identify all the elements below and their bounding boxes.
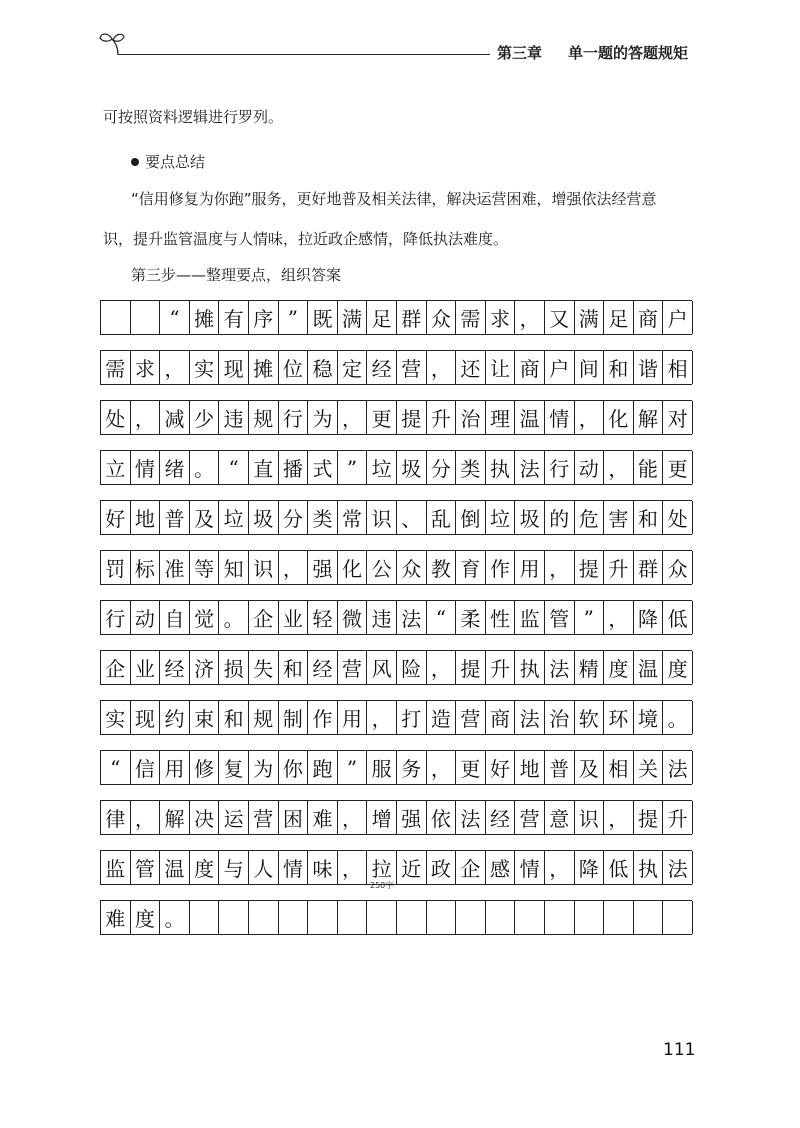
grid-cell: 群 [634, 551, 664, 584]
grid-cell: 的 [545, 501, 575, 534]
grid-cell: ， [338, 851, 368, 884]
grid-cell: 业 [131, 651, 161, 684]
grid-cell: 害 [604, 501, 634, 534]
grid-cell [486, 901, 516, 934]
grid-cell: 柔 [456, 601, 486, 634]
grid-cell [575, 901, 605, 934]
grid-cell: 又 [545, 301, 575, 334]
grid-cell: 觉 [190, 601, 220, 634]
grid-cell: 需 [456, 301, 486, 334]
grid-cell: 服 [367, 751, 397, 784]
grid-cell: 升 [427, 401, 457, 434]
grid-cell: 人 [249, 851, 279, 884]
grid-cell: 降 [575, 851, 605, 884]
grid-cell [338, 901, 368, 934]
grid-cell [279, 901, 309, 934]
grid-cell: ， [604, 801, 634, 834]
grid-cell: ” [338, 751, 368, 784]
grid-cell: 低 [663, 601, 693, 634]
grid-cell: 复 [219, 751, 249, 784]
grid-cell: 温 [634, 651, 664, 684]
grid-cell: ， [160, 351, 190, 384]
grid-cell: 知 [219, 551, 249, 584]
grid-cell: 风 [367, 651, 397, 684]
grid-cell: 你 [279, 751, 309, 784]
grid-cell: 情 [515, 851, 545, 884]
body-text-line: 可按照资料逻辑进行罗列。 [103, 108, 284, 126]
grid-cell: 垃 [486, 501, 516, 534]
grid-cell: “ [101, 751, 131, 784]
grid-cell: 播 [279, 451, 309, 484]
grid-cell: 法 [663, 751, 693, 784]
grid-cell: 情 [131, 451, 161, 484]
grid-cell: ， [131, 801, 161, 834]
grid-cell: 准 [160, 551, 190, 584]
grid-cell: 地 [131, 501, 161, 534]
grid-cell: 普 [545, 751, 575, 784]
grid-cell: 解 [634, 401, 664, 434]
grid-cell: 营 [397, 351, 427, 384]
grid-cell: ， [367, 701, 397, 734]
grid-cell: 性 [486, 601, 516, 634]
bullet-icon [131, 158, 139, 166]
grid-cell: 营 [456, 701, 486, 734]
grid-cell: 行 [545, 451, 575, 484]
summary-heading [131, 151, 205, 172]
grid-cell: 圾 [249, 501, 279, 534]
grid-cell: 及 [190, 501, 220, 534]
grid-cell: 自 [160, 601, 190, 634]
grid-cell: 提 [397, 401, 427, 434]
grid-cell: 相 [604, 751, 634, 784]
grid-cell: 味 [308, 851, 338, 884]
grid-cell: 近 [397, 851, 427, 884]
chapter-label: 第三章 [497, 44, 543, 62]
grid-cell: 常 [338, 501, 368, 534]
grid-cell: 和 [634, 501, 664, 534]
grid-cell: 法 [456, 801, 486, 834]
grid-cell: 圾 [397, 451, 427, 484]
grid-cell: 化 [604, 401, 634, 434]
grid-cell: 意 [545, 801, 575, 834]
grid-cell: 与 [219, 851, 249, 884]
grid-cell: 求 [486, 301, 516, 334]
grid-row [100, 800, 692, 835]
grid-cell: 企 [456, 851, 486, 884]
grid-cell: ， [545, 851, 575, 884]
grid-cell: 执 [515, 651, 545, 684]
grid-cell: 户 [545, 351, 575, 384]
grid-cell: 难 [308, 801, 338, 834]
summary-text-line: 识，提升监管温度与人情味，拉近政企感情，降低执法难度。 [103, 230, 509, 248]
grid-cell: 轻 [308, 601, 338, 634]
grid-cell: 识 [367, 501, 397, 534]
grid-cell: 束 [190, 701, 220, 734]
grid-row [100, 750, 692, 785]
grid-cell: 。 [663, 701, 693, 734]
grid-cell: 摊 [249, 351, 279, 384]
grid-cell: 依 [427, 801, 457, 834]
grid-cell: 减 [160, 401, 190, 434]
grid-cell: 失 [249, 651, 279, 684]
grid-cell: 营 [249, 801, 279, 834]
grid-cell: 现 [131, 701, 161, 734]
grid-cell [308, 901, 338, 934]
grid-word-count: 250字 [370, 881, 394, 890]
grid-cell: ， [515, 301, 545, 334]
grid-cell: 式 [308, 451, 338, 484]
grid-cell: 运 [219, 801, 249, 834]
grid-cell: 足 [604, 301, 634, 334]
grid-cell: 困 [279, 801, 309, 834]
grid-cell: 法 [545, 651, 575, 684]
grid-cell: 度 [604, 651, 634, 684]
grid-cell: 还 [456, 351, 486, 384]
grid-cell: 危 [575, 501, 605, 534]
grid-cell: 提 [456, 651, 486, 684]
grid-cell: 环 [604, 701, 634, 734]
grid-cell: 增 [367, 801, 397, 834]
grid-cell: 和 [604, 351, 634, 384]
grid-cell: 治 [545, 701, 575, 734]
grid-row [100, 600, 692, 635]
grid-cell: 罚 [101, 551, 131, 584]
grid-cell: 分 [427, 451, 457, 484]
grid-cell: 度 [190, 851, 220, 884]
grid-cell: 管 [545, 601, 575, 634]
grid-cell: 经 [367, 351, 397, 384]
grid-cell: 识 [575, 801, 605, 834]
grid-cell: 管 [131, 851, 161, 884]
grid-cell: 户 [663, 301, 693, 334]
grid-cell: 执 [634, 851, 664, 884]
grid-cell: 决 [190, 801, 220, 834]
grid-row [100, 700, 692, 735]
grid-cell: 监 [101, 851, 131, 884]
grid-cell: 解 [160, 801, 190, 834]
grid-cell: 求 [131, 351, 161, 384]
grid-cell: 有 [219, 301, 249, 334]
grid-cell: 公 [367, 551, 397, 584]
grid-cell: 升 [604, 551, 634, 584]
grid-cell: 企 [101, 651, 131, 684]
grid-row [100, 300, 692, 335]
grid-row [100, 900, 692, 935]
grid-cell: 对 [663, 401, 693, 434]
grid-cell [101, 301, 131, 334]
grid-cell: 约 [160, 701, 190, 734]
grid-cell: 造 [427, 701, 457, 734]
grid-cell: “ [219, 451, 249, 484]
grid-cell: 企 [249, 601, 279, 634]
grid-cell: 微 [338, 601, 368, 634]
grid-cell [131, 301, 161, 334]
page-number: 111 [663, 1040, 696, 1060]
grid-cell: 温 [515, 401, 545, 434]
grid-row [100, 400, 692, 435]
grid-cell: 分 [279, 501, 309, 534]
grid-cell: 用 [515, 551, 545, 584]
grid-cell: 度 [663, 651, 693, 684]
grid-cell: 损 [219, 651, 249, 684]
grid-cell: 直 [249, 451, 279, 484]
grid-cell: 修 [190, 751, 220, 784]
grid-cell: 。 [219, 601, 249, 634]
grid-cell: 众 [663, 551, 693, 584]
grid-cell [397, 901, 427, 934]
grid-cell: 谐 [634, 351, 664, 384]
grid-cell [515, 901, 545, 934]
grid-cell: 化 [338, 551, 368, 584]
grid-cell: 和 [279, 651, 309, 684]
grid-cell: 经 [486, 801, 516, 834]
grid-cell [545, 901, 575, 934]
grid-cell: 普 [160, 501, 190, 534]
answer-grid [100, 300, 692, 950]
grid-cell: 拉 [367, 851, 397, 884]
grid-cell: 用 [160, 751, 190, 784]
summary-label: 要点总结 [145, 153, 206, 171]
grid-cell: 满 [575, 301, 605, 334]
grid-cell: 法 [397, 601, 427, 634]
grid-cell [219, 901, 249, 934]
grid-cell: 实 [101, 701, 131, 734]
grid-cell: 制 [279, 701, 309, 734]
grid-cell: 类 [308, 501, 338, 534]
grid-cell: 为 [308, 401, 338, 434]
grid-cell: 法 [515, 701, 545, 734]
grid-cell: 情 [279, 851, 309, 884]
grid-cell: 处 [101, 401, 131, 434]
grid-cell: 行 [279, 401, 309, 434]
grid-cell: 执 [486, 451, 516, 484]
grid-cell: 现 [219, 351, 249, 384]
grid-cell: 提 [634, 801, 664, 834]
grid-cell: 乱 [427, 501, 457, 534]
grid-cell: 规 [249, 701, 279, 734]
grid-cell: 规 [249, 401, 279, 434]
grid-cell: 监 [515, 601, 545, 634]
grid-cell: 众 [397, 551, 427, 584]
grid-cell: 让 [486, 351, 516, 384]
grid-cell: 感 [486, 851, 516, 884]
grid-row [100, 850, 692, 885]
grid-cell: 稳 [308, 351, 338, 384]
grid-cell: ， [131, 401, 161, 434]
grid-cell: 经 [160, 651, 190, 684]
grid-cell: 商 [486, 701, 516, 734]
grid-cell: 处 [663, 501, 693, 534]
grid-cell: 实 [190, 351, 220, 384]
grid-cell [427, 901, 457, 934]
grid-row [100, 500, 692, 535]
grid-cell: 能 [634, 451, 664, 484]
grid-cell: 序 [249, 301, 279, 334]
grid-cell: 强 [308, 551, 338, 584]
grid-cell: 用 [338, 701, 368, 734]
grid-cell: 提 [575, 551, 605, 584]
grid-cell: 动 [131, 601, 161, 634]
grid-cell: 作 [486, 551, 516, 584]
grid-cell [663, 901, 693, 934]
grid-row [100, 450, 692, 485]
grid-cell: 。 [160, 901, 190, 934]
grid-cell: ， [427, 751, 457, 784]
grid-cell: ， [604, 601, 634, 634]
grid-cell [604, 901, 634, 934]
grid-cell [190, 901, 220, 934]
grid-cell: 违 [367, 601, 397, 634]
grid-cell: 险 [397, 651, 427, 684]
grid-cell: 务 [397, 751, 427, 784]
grid-cell: 济 [190, 651, 220, 684]
grid-cell: 等 [190, 551, 220, 584]
step-heading: 第三步——整理要点，组织答案 [131, 266, 342, 284]
grid-cell: 境 [634, 701, 664, 734]
grid-cell: 低 [604, 851, 634, 884]
grid-cell: 作 [308, 701, 338, 734]
grid-cell: 打 [397, 701, 427, 734]
grid-cell: 众 [427, 301, 457, 334]
grid-cell: 行 [101, 601, 131, 634]
grid-cell: ， [427, 651, 457, 684]
grid-cell: ” [575, 601, 605, 634]
grid-cell: 垃 [219, 501, 249, 534]
grid-cell: 育 [456, 551, 486, 584]
grid-cell: 少 [190, 401, 220, 434]
grid-cell: 倒 [456, 501, 486, 534]
grid-cell: 垃 [367, 451, 397, 484]
grid-cell: 类 [456, 451, 486, 484]
grid-cell: 治 [456, 401, 486, 434]
grid-cell: 强 [397, 801, 427, 834]
grid-cell: 、 [397, 501, 427, 534]
grid-cell: “ [427, 601, 457, 634]
grid-cell: 好 [101, 501, 131, 534]
header-rule [118, 54, 490, 55]
grid-row [100, 550, 692, 585]
grid-cell: 降 [634, 601, 664, 634]
grid-cell: 政 [427, 851, 457, 884]
grid-cell [249, 901, 279, 934]
grid-cell: 动 [575, 451, 605, 484]
grid-cell: 理 [486, 401, 516, 434]
chapter-title: 单一题的答题规矩 [568, 44, 689, 62]
grid-cell: ， [545, 551, 575, 584]
grid-cell: ， [575, 401, 605, 434]
grid-cell: 立 [101, 451, 131, 484]
grid-cell: 更 [367, 401, 397, 434]
summary-text-line: “信用修复为你跑”服务，更好地普及相关法律，解决运营困难，增强依法经营意 [131, 190, 657, 208]
grid-cell: 更 [663, 451, 693, 484]
grid-cell: 群 [397, 301, 427, 334]
grid-row [100, 650, 692, 685]
grid-cell: 违 [219, 401, 249, 434]
grid-cell: 法 [515, 451, 545, 484]
grid-cell: ， [427, 351, 457, 384]
grid-cell [456, 901, 486, 934]
grid-cell: 足 [367, 301, 397, 334]
grid-cell: 及 [575, 751, 605, 784]
grid-cell: ， [338, 401, 368, 434]
grid-cell: 法 [663, 851, 693, 884]
grid-cell: ， [338, 801, 368, 834]
grid-cell: 升 [663, 801, 693, 834]
grid-cell: 识 [249, 551, 279, 584]
grid-cell: 和 [219, 701, 249, 734]
grid-cell: “ [160, 301, 190, 334]
grid-cell: 为 [249, 751, 279, 784]
grid-cell: 相 [663, 351, 693, 384]
grid-row [100, 350, 692, 385]
grid-cell: 营 [338, 651, 368, 684]
grid-cell: 关 [634, 751, 664, 784]
grid-cell: ” [338, 451, 368, 484]
grid-cell: 业 [279, 601, 309, 634]
grid-cell: 绪 [160, 451, 190, 484]
grid-cell [634, 901, 664, 934]
grid-cell: 商 [515, 351, 545, 384]
grid-cell: 间 [575, 351, 605, 384]
grid-cell: 营 [515, 801, 545, 834]
grid-cell: 度 [131, 901, 161, 934]
grid-cell: 温 [160, 851, 190, 884]
grid-cell: 情 [545, 401, 575, 434]
grid-cell: 跑 [308, 751, 338, 784]
grid-cell: 标 [131, 551, 161, 584]
grid-cell: ” [279, 301, 309, 334]
grid-cell: 需 [101, 351, 131, 384]
grid-cell: ， [279, 551, 309, 584]
grid-cell: 难 [101, 901, 131, 934]
grid-cell: 。 [190, 451, 220, 484]
grid-cell: 律 [101, 801, 131, 834]
grid-cell: 圾 [515, 501, 545, 534]
grid-cell: 升 [486, 651, 516, 684]
grid-cell: 教 [427, 551, 457, 584]
grid-cell: 经 [308, 651, 338, 684]
grid-cell: 定 [338, 351, 368, 384]
grid-cell [367, 901, 397, 934]
grid-cell: 位 [279, 351, 309, 384]
grid-cell: 既 [308, 301, 338, 334]
grid-cell: 更 [456, 751, 486, 784]
grid-cell: 精 [575, 651, 605, 684]
grid-cell: 好 [486, 751, 516, 784]
grid-cell: 软 [575, 701, 605, 734]
grid-cell: 满 [338, 301, 368, 334]
grid-cell: 地 [515, 751, 545, 784]
grid-cell: 摊 [190, 301, 220, 334]
sprout-icon [98, 30, 126, 56]
grid-cell: ， [604, 451, 634, 484]
grid-cell: 商 [634, 301, 664, 334]
grid-cell: 信 [131, 751, 161, 784]
